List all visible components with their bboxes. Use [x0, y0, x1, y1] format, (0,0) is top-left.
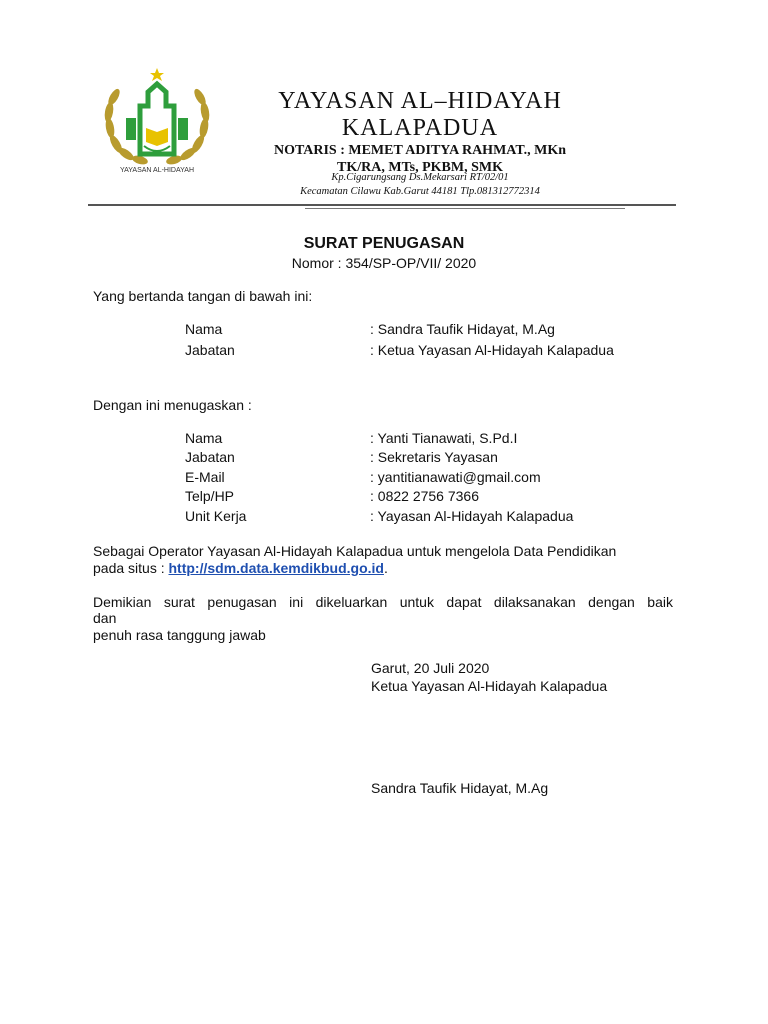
org-name-line2: KALAPADUA	[341, 115, 499, 141]
logo-caption: YAYASAN AL-HIDAYAH	[119, 167, 195, 174]
assignee-name-value: : Yanti Tianawati, S.Pd.I	[370, 430, 518, 446]
closing-line3: penuh rasa tanggung jawab	[93, 627, 266, 643]
purpose-prefix: pada situs :	[93, 560, 169, 576]
assignee-position-value: : Sekretaris Yayasan	[370, 449, 498, 465]
assignee-unit-label: Unit Kerja	[185, 508, 247, 524]
letter-title: SURAT PENUGASAN	[303, 235, 465, 252]
notary-line: NOTARIS : MEMET ADITYA RAHMAT., MKn	[273, 143, 567, 158]
place-date: Garut, 20 Juli 2020	[371, 660, 490, 676]
website-link[interactable]: http://sdm.data.kemdikbud.go.id	[168, 560, 384, 576]
assignee-phone-label: Telp/HP	[185, 488, 235, 504]
signer-title: Ketua Yayasan Al-Hidayah Kalapadua	[371, 678, 608, 694]
signer-position-value: : Ketua Yayasan Al-Hidayah Kalapadua	[370, 342, 614, 358]
assignee-email-label: E-Mail	[185, 469, 225, 485]
signer-name-value: : Sandra Taufik Hidayat, M.Ag	[370, 321, 555, 337]
signer-name-label: Nama	[185, 321, 223, 337]
signer-name: Sandra Taufik Hidayat, M.Ag	[371, 780, 549, 796]
intro-text: Yang bertanda tangan di bawah ini:	[93, 288, 313, 304]
units-line: TK/RA, MTs, PKBM, SMK	[337, 160, 503, 175]
letterhead-divider	[88, 204, 676, 206]
purpose-line1: Sebagai Operator Yayasan Al-Hidayah Kalapadua untuk mengelola Data Pendidikan	[93, 543, 617, 559]
purpose-line2	[93, 560, 388, 577]
assignee-email-value: : yantitianawati@gmail.com	[370, 469, 541, 485]
letter-number: Nomor : 354/SP-OP/VII/ 2020	[291, 255, 477, 271]
assignee-unit-value: : Yayasan Al-Hidayah Kalapadua	[370, 508, 574, 524]
closing-line1: Demikian surat penugasan ini dikeluarkan untuk dapat dilaksanakan dengan baik	[93, 594, 673, 610]
letterhead-divider-thin	[305, 208, 625, 209]
foundation-logo-icon	[100, 66, 214, 176]
purpose-suffix: .	[383, 560, 388, 576]
address-line1: Kp.Cigarungsang Ds.Mekarsari RT/02/01	[331, 172, 509, 183]
signer-position-label: Jabatan	[185, 342, 235, 358]
assign-intro-text: Dengan ini menugaskan :	[93, 397, 252, 413]
org-name-line1: YAYASAN AL–HIDAYAH	[278, 88, 562, 114]
address-line2: Kecamatan Cilawu Kab.Garut 44181 Tlp.081312772314	[300, 186, 540, 197]
assignee-name-label: Nama	[185, 430, 223, 446]
closing-line2: dan	[93, 610, 117, 626]
assignee-position-label: Jabatan	[185, 449, 235, 465]
assignee-phone-value: : 0822 2756 7366	[370, 488, 479, 504]
